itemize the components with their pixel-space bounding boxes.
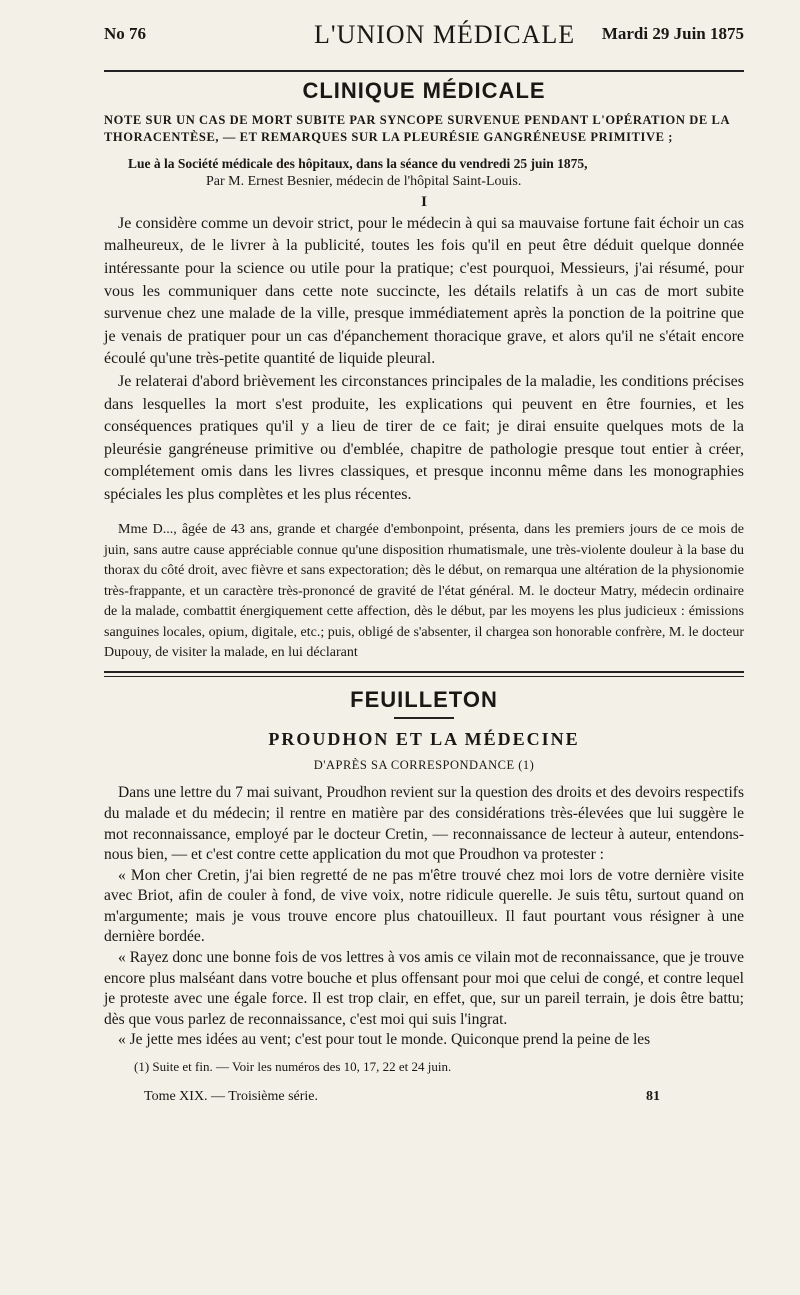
issue-date: Mardi 29 Juin 1875 [601, 24, 744, 43]
paragraph: « Je jette mes idées au vent; c'est pour tout le monde. Quiconque prend la peine de les [118, 1031, 651, 1049]
feuilleton-underline [394, 717, 454, 719]
feuilleton-title: FEUILLETON [350, 687, 498, 713]
issue-number: No 76 [104, 24, 147, 43]
feuilleton-rule [104, 671, 744, 677]
section-title-clinique: CLINIQUE MÉDICALE [302, 78, 546, 103]
page-footer [104, 1083, 744, 1109]
paragraph: Je relaterai d'abord brièvement les circonstances principales de la maladie, les conditions précises dans lesquelles la mort s'est produite, les explications qui peuvent en être fournies, et les conséquences pratiques qu'il y a lieu de tirer de ce fait; je dirai ensuite quelques mots de la pleurésie gangréneuse primitive ou d'emblée, chapitre de pathologie presque tout entier à créer, complétement omis dans les livres classiques, et presque inconnu même dans les monographies spéciales les plus complètes et les plus récentes. [104, 372, 744, 503]
read-at-line: Lue à la Société médicale des hôpitaux, dans la séance du vendredi 25 juin 1875, [128, 155, 588, 171]
paragraph: Je considère comme un devoir strict, pour le médecin à qui sa mauvaise fortune fait échoir un cas malheureux, de le livrer à la publicité, toutes les fois qu'il en peut être déduit quelque donnée intéressante pour la science ou utile pour la pratique; c'est pourquoi, Messieurs, j'ai résumé, pour vous les communiquer dans cette note succincte, les détails relatifs à un cas de mort subite survenue chez une malade de la ville, presque immédiatement après la ponction de la poitrine que je venais de pratiquer pour un cas d'épanchement thoracique grave, et alors qu'il ne s'était encore écoulé qu'une très-petite quantité de liquide pleural. [104, 214, 744, 368]
note-title: NOTE SUR UN CAS DE MORT SUBITE PAR SYNCOPE SURVENUE PENDANT L'OPÉRATION DE LA THORACENTÈSE, — ET REMARQUES SUR LA PLEURÉSIE GANGRÉNEUSE PRIMITIVE ; [104, 113, 730, 144]
feuilleton-subtitle: PROUDHON ET LA MÉDECINE [268, 729, 580, 750]
paragraph: « Rayez donc une bonne fois de vos lettres à vos amis ce vilain mot de reconnaissance, que je trouve encore plus malséant dans votre bouche et plus offensant pour moi que celui de congé, et contre lequel je proteste avec une égale force. Il est trop clair, en effet, que, sur un pareil terrain, je dois être battu; dès que vous parlez de reconnaissance, c'est moi qui suis l'ingrat. [104, 949, 744, 1028]
clinique-intro [104, 213, 744, 507]
paragraph: Dans une lettre du 7 mai suivant, Proudhon revient sur la question des droits et des devoirs respectifs du malade et du médecin; il rentre en matière par des considérations très-élevées que lui suggère le mot reconnaissance, employé par le docteur Cretin, — reconnaissance de lecteur à auteur, entendons-nous bien, — et c'est contre cette application du mot que Proudhon va protester : [104, 784, 744, 864]
footnote: (1) Suite et fin. — Voir les numéros des 10, 17, 22 et 24 juin. [134, 1059, 452, 1075]
author-line: Par M. Ernest Besnier, médecin de l'hôpital Saint-Louis. [206, 173, 522, 189]
page-number: 81 [646, 1089, 660, 1105]
case-description [104, 520, 744, 663]
tome-label: Tome XIX. — Troisième série. [144, 1089, 319, 1105]
header-rule [104, 70, 744, 72]
paragraph: « Mon cher Cretin, j'ai bien regretté de ne pas m'être trouvé chez moi lors de votre dernière visite avec Briot, afin de couler à fond, de vive voix, notre ridicule querelle. Je suis têtu, surtout quand on m'argumente; mais je vous trouve encore plus chatouilleux. Il faut pourtant vous résigner à une dernière bordée. [104, 866, 744, 946]
masthead [104, 18, 744, 52]
journal-title: L'UNION MÉDICALE [314, 20, 576, 49]
part-numeral: I [421, 193, 427, 210]
feuilleton-source: D'APRÈS SA CORRESPONDANCE (1) [313, 758, 535, 773]
paragraph: Mme D..., âgée de 43 ans, grande et chargée d'embonpoint, présenta, dans les premiers jours de ce mois de juin, sans autre cause appréciable connue qu'une disposition rhumatismale, une très-violente douleur à la base du thorax du côté droit, avec fièvre et sans expectoration; dès le début, on remarqua une altération de la physionomie très-frappante, et un caractère très-prononcé de gravité de l'état général. M. le docteur Matry, médecin ordinaire de la malade, combattit énergiquement cette affection, dès le début, par les moyens les plus judicieux : émissions sanguines locales, opium, digitale, etc.; puis, obligé de s'absenter, il chargea son honorable confrère, M. le docteur Dupouy, de visiter la malade, en lui déclarant [104, 522, 744, 660]
feuilleton-body [104, 783, 744, 1051]
